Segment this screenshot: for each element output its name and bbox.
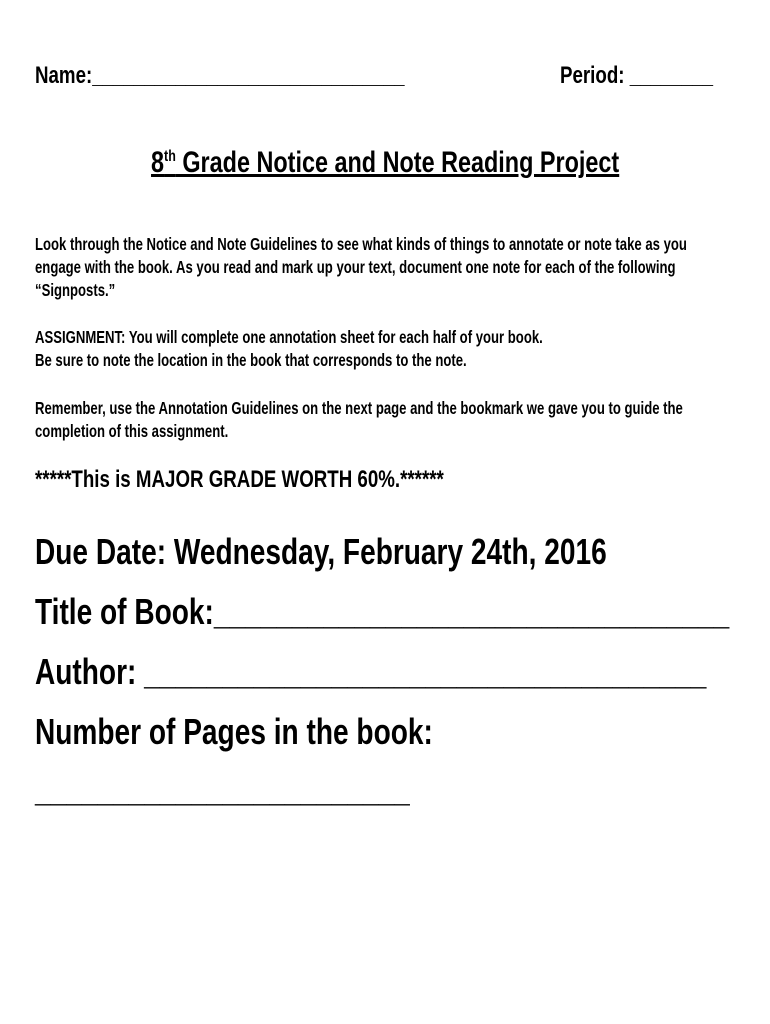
assignment-paragraph — [35, 326, 725, 372]
intro-line: engage with the book. As you read and mark up your text, document one note for each of the following — [35, 257, 676, 277]
author-field — [35, 651, 770, 693]
intro-paragraph — [35, 233, 725, 302]
name-field-row — [35, 62, 509, 90]
grade-note — [35, 466, 559, 494]
title-rest: Grade Notice and Note Reading Project — [175, 146, 620, 179]
name-label: Name:______________________________ — [35, 62, 405, 89]
page-count-blank-line: ________________________ — [35, 768, 410, 809]
remember-line: completion of this assignment. — [35, 421, 229, 441]
intro-line: “Signposts.” — [35, 280, 116, 300]
page-title — [0, 146, 770, 180]
page-count-field — [35, 711, 545, 753]
period-field-row — [560, 62, 756, 90]
book-title-label: Title of Book:_________________________________ — [35, 591, 730, 632]
book-title-field — [35, 591, 770, 633]
title-superscript: th — [163, 148, 176, 165]
remember-line: Remember, use the Annotation Guidelines on the next page and the bookmark we gave you to guide the — [35, 398, 683, 418]
page-title-text — [151, 146, 619, 180]
assignment-line: Be sure to note the location in the book that corresponds to the note. — [35, 350, 467, 370]
title-grade-number: 8 — [150, 146, 164, 179]
page-count-blank — [35, 768, 516, 810]
author-label: Author: ____________________________________ — [35, 651, 707, 692]
period-label: Period: ________ — [560, 62, 713, 89]
grade-note-text: *****This is MAJOR GRADE WORTH 60%.****** — [35, 466, 444, 493]
page-count-label: Number of Pages in the book: — [35, 711, 433, 752]
due-date-text: Due Date: Wednesday, February 24th, 2016 — [35, 531, 607, 572]
due-date — [35, 531, 768, 573]
remember-paragraph — [35, 397, 725, 443]
intro-line: Look through the Notice and Note Guidelines to see what kinds of things to annotate or note take as you — [35, 234, 687, 254]
assignment-line: ASSIGNMENT: You will complete one annotation sheet for each half of your book. — [35, 327, 543, 347]
